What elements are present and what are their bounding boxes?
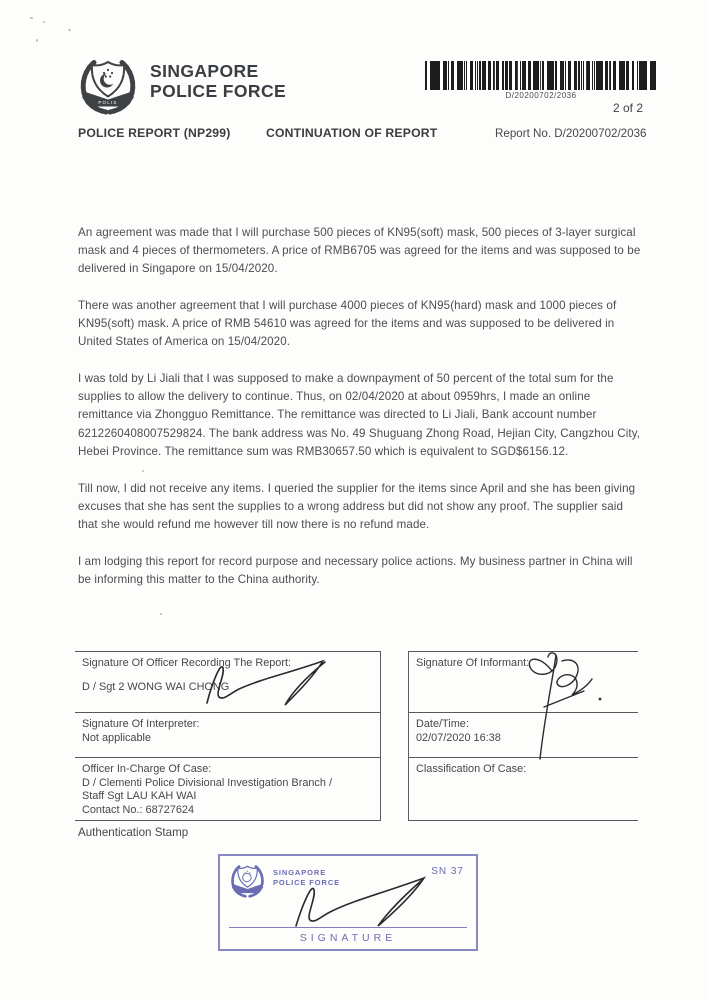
scan-speck [30,17,33,19]
report-paragraph-5: I am lodging this report for record purpose and necessary police actions. My business partner in China will be informing this matter to the China authority. [78,555,633,587]
interpreter-cell [75,712,380,757]
report-paragraph-2: There was another agreement that I will purchase 4000 pieces of KN95(hard) mask and 1000 pieces of KN95(soft) mask. A price of RMB 54610 was agreed for the items and was supposed to be delivered in United States of America on 15/04/2020. [78,299,617,349]
datetime-value: 02/07/2020 16:38 [416,731,501,744]
barcode-bars [425,61,657,90]
authentication-stamp-label: Authentication Stamp [78,826,189,839]
report-number: Report No. D/20200702/2036 [495,127,647,140]
org-title-line1: SINGAPORE [150,61,259,81]
officer-in-charge-contact: Contact No.: 68727624 [82,803,195,816]
stamp-org-line2: POLICE FORCE [273,877,341,887]
officer-recording-cell [75,651,380,712]
classification-cell [409,757,638,821]
officer-recording-name: D / Sgt 2 WONG WAI CHONG [82,680,230,693]
stamp-serial-number: SN 37 [431,866,464,877]
stamp-signature [278,868,443,936]
interpreter-label: Signature Of Interpreter: [82,718,200,730]
report-paragraph-1: An agreement was made that I will purchase 500 pieces of KN95(soft) mask, 500 pieces of 3-layer surgical mask and 4 pieces of thermometers. A price of RMB6705 was agreed for the items and was supposed to be delivered in Singapore on 15/04/2020. [78,226,641,276]
informant-signature-cell [409,651,638,712]
signature-table-left-column [75,651,381,821]
spf-crest-icon [78,56,138,115]
officer-in-charge-label: Officer In-Charge Of Case: [82,763,212,775]
scan-speck [160,613,162,615]
signature-table-right-column [408,651,638,821]
datetime-cell [409,712,638,757]
page-indicator: 2 of 2 [612,101,644,115]
barcode-label: D/20200702/2036 [505,91,577,100]
classification-label: Classification Of Case: [416,763,527,775]
org-title [150,62,286,101]
crest-banner-text: POLIS [98,100,118,105]
report-paragraph-4: Till now, I did not receive any items. I queried the supplier for the items since April and she has been giving excuses that she has sent the supplies to a wrong address but did not show any proof. The supplier said that she would refund me however till now there is no refund made. [78,482,636,532]
stamp-signature-caption: SIGNATURE [299,932,397,944]
officer-recording-label: Signature Of Officer Recording The Report: [82,657,292,669]
informant-signature-label: Signature Of Informant: [416,657,530,669]
continuation-title: CONTINUATION OF REPORT [266,126,438,140]
scan-speck [142,470,144,472]
scan-speck [68,28,72,31]
interpreter-value: Not applicable [82,731,152,744]
barcode [425,61,657,100]
datetime-label: Date/Time: [416,718,469,730]
form-title: POLICE REPORT (NP299) [78,126,231,140]
authentication-stamp [218,854,478,951]
stamp-signature-line [229,927,467,928]
scan-speck [36,39,38,42]
officer-in-charge-cell [75,757,380,821]
scan-speck [43,21,45,23]
officer-in-charge-branch: D / Clementi Police Divisional Investigation Branch / [82,776,332,789]
org-title-line2: POLICE FORCE [150,80,287,101]
stamp-crest-icon [229,863,266,898]
stamp-org-line1: SINGAPORE [273,868,327,877]
officer-in-charge-name: Staff Sgt LAU KAH WAI [82,790,197,802]
report-paragraph-3: I was told by Li Jiali that I was supposed to make a downpayment of 50 percent of the total sum for the supplies to allow the delivery to continue. Thus, on 02/04/2020 at about 0959hrs, I made an online remittance via Zhongguo Remittance. The remittance was directed to Li Jiali, Bank account number 6212260408007529824. The bank address was No. 49 Shuguang Zhong Road, Hejian City, Cangzhou City, Hebei Province. The remittance sum was RMB30657.50 which is equivalent to SGD$6156.12. [78,372,641,458]
